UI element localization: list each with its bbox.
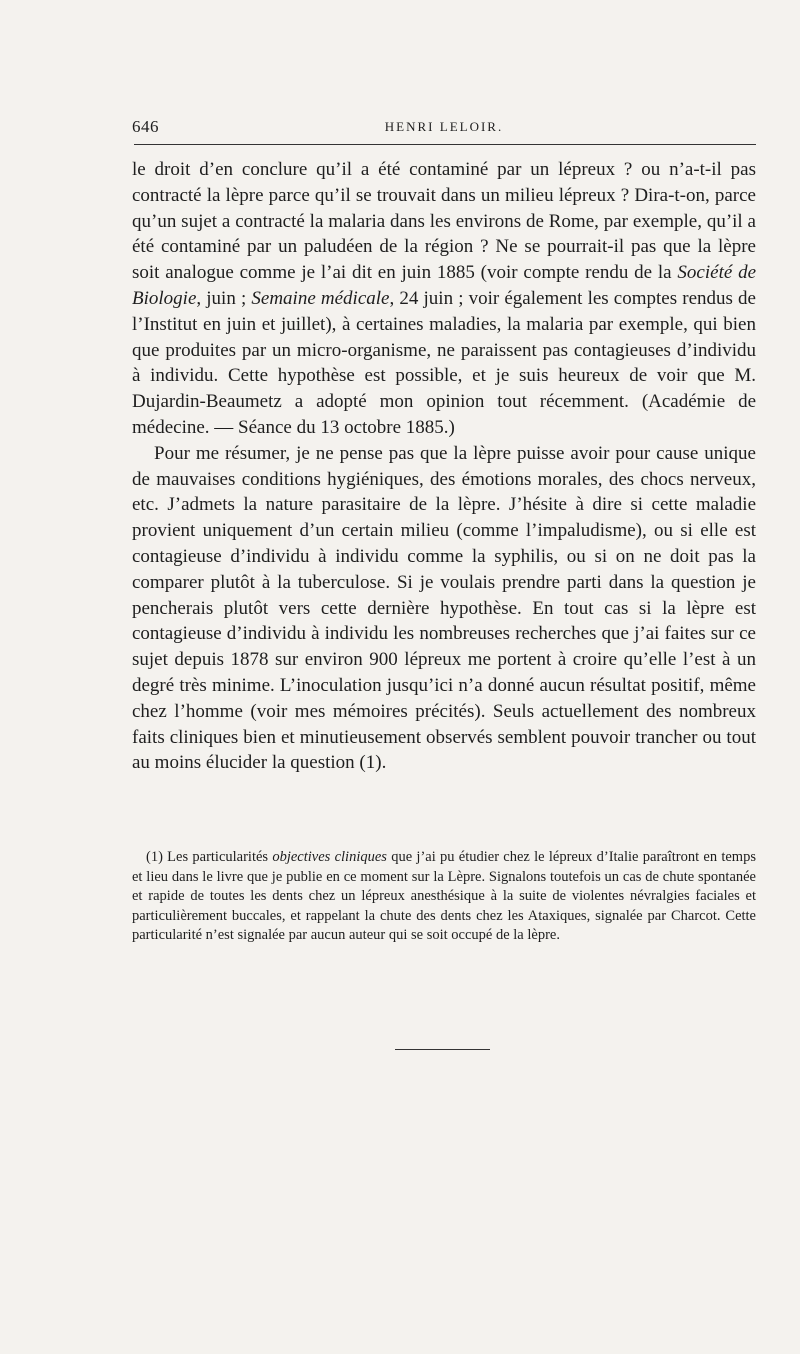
closing-rule (395, 1049, 490, 1050)
italic-objectives-cliniques: objectives cliniques (272, 849, 387, 865)
paragraph-2: Pour me résumer, je ne pense pas que la lèpre puisse avoir pour cause unique de mauvaises conditions hygiéniques, des émotions morales, des chocs nerveux, etc. J’admets la nature parasitaire de la lèpre. J’hésite à dire si cette maladie provient uniquement d’un certain milieu (comme l’impaludisme), ou si elle est contagieuse d’individu à individu comme la syphilis, ou si on ne doit pas la comparer plutôt à la tuberculose. Si je voulais prendre parti dans la question je pencherais plutôt vers cette dernière hypothèse. En tout cas si la lèpre est contagieuse d’individu à individu les nombreuses recherches que j’ai faites sur ce sujet depuis 1878 sur environ 900 lépreux me portent à croire qu’elle l’est à un degré très minime. L’inoculation jusqu’ici n’a donné aucun résultat positif, même chez l’homme (voir mes mémoires précités). Seuls actuellement des nombreux faits cliniques bien et minutieusement observés semblent pouvoir trancher ou tout au moins élucider la question (1). (132, 442, 756, 774)
footnote: (1) Les particularités objectives cliniques que j’ai pu étudier chez le lépreux d’Italie paraîtront en temps et lieu dans le livre que je publie en ce moment sur la Lèpre. Signalons toutefois un cas de chute spontanée et rapide de toutes les dents chez un lépreux anesthésique à la suite de violentes névralgies faciales et particulièrement buccales, et rappelant la chute des dents chez les Ataxiques, signalée par Charcot. Cette particularité n’est signalée par aucun auteur qui se soit occupé de la lèpre. (132, 849, 756, 943)
running-title: HENRI LELOIR. (384, 119, 504, 134)
italic-semaine-medicale: Semaine médicale (251, 287, 390, 309)
header-rule (134, 144, 756, 145)
italic-society-de-biologie: Société de Biologie (132, 262, 757, 309)
main-text (132, 157, 756, 776)
page-header (132, 117, 756, 141)
paragraph-1: le droit d’en conclure qu’il a été contaminé par un lépreux ? ou n’a-t-il pas contracté la lèpre parce qu’il se trouvait dans un milieu lépreux ? Dira-t-on, parce qu’un sujet a contracté la malaria dans les environs de Rome, par exemple, qu’il a été contaminé par un paludéen de la région ? Ne se pourrait-il pas que la lèpre soit analogue comme je l’ai dit en juin 1885 (voir compte rendu de la Société de Biologie, juin ; Semaine médicale, 24 juin ; voir également les comptes rendus de l’Institut en juin et juillet), à certaines maladies, la malaria par exemple, qui bien que produites par un micro-organisme, ne paraissent pas contagieuses d’individu à individu. Cette hypothèse est possible, et je suis heureux de voir que M. Dujardin-Beaumetz a adopté mon opinion tout récemment. (Académie de médecine. — Séance du 13 octobre 1885.) (132, 159, 757, 438)
page-number: 646 (132, 117, 159, 136)
